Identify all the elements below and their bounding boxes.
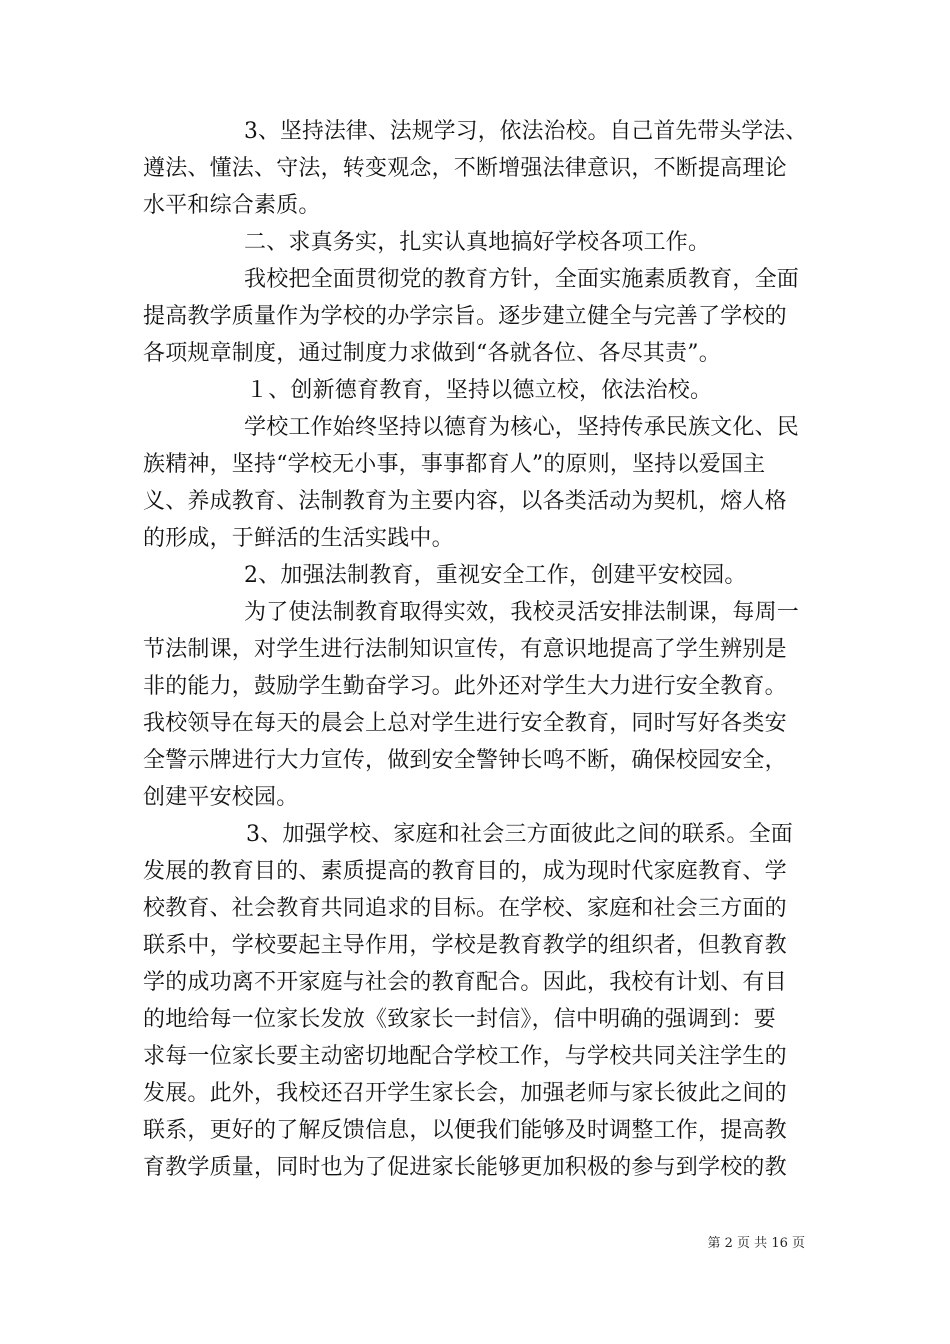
section-heading: 二、求真务实，扎实认真地搞好学校各项工作。: [244, 230, 711, 255]
text-line: 校教育、社会教育共同追求的目标。在学校、家庭和社会三方面的: [143, 896, 787, 921]
text-line: 全警示牌进行大力宣传，做到安全警钟长鸣不断，确保校园安全，: [143, 748, 787, 773]
text-line: 发展。此外，我校还召开学生家长会，加强老师与家长彼此之间的: [143, 1081, 787, 1106]
text-line: 学校工作始终坚持以德育为核心，坚持传承民族文化、民: [244, 415, 800, 440]
text-line: 求每一位家长要主动密切地配合学校工作，与学校共同关注学生的: [143, 1044, 787, 1069]
text-line: 3、坚持法律、法规学习，依法治校。自己首先带头学法、: [244, 119, 808, 144]
text-line: 非的能力，鼓励学生勤奋学习。此外还对学生大力进行安全教育。: [143, 674, 787, 699]
text-line: 遵法、懂法、守法，转变观念，不断增强法律意识，不断提高理论: [143, 156, 787, 181]
text-line: 育教学质量，同时也为了促进家长能够更加积极的参与到学校的教: [143, 1155, 787, 1180]
text-line: 提高教学质量作为学校的办学宗旨。逐步建立健全与完善了学校的: [143, 304, 787, 329]
text-line: 我校把全面贯彻党的教育方针，全面实施素质教育，全面: [244, 267, 800, 292]
text-line: 族精神，坚持“学校无小事，事事都育人”的原则，坚持以爱国主: [143, 452, 766, 477]
text-line: 水平和综合素质。: [143, 193, 321, 218]
text-line: 义、养成教育、法制教育为主要内容，以各类活动为契机，熔人格: [143, 489, 787, 514]
text-line: 学的成功离不开家庭与社会的教育配合。因此，我校有计划、有目: [143, 970, 787, 995]
text-line: 各项规章制度，通过制度力求做到“各就各位、各尽其责”。: [143, 341, 721, 366]
subsection-heading: 2、加强法制教育，重视安全工作，创建平安校园。: [244, 563, 747, 588]
text-line: 为了使法制教育取得实效，我校灵活安排法制课，每周一: [244, 600, 800, 625]
subsection-heading: 3、加强学校、家庭和社会三方面彼此之间的联系。全面: [246, 822, 793, 847]
text-line: 联系中，学校要起主导作用，学校是教育教学的组织者，但教育教: [143, 933, 787, 958]
text-line: 联系，更好的了解反馈信息，以便我们能够及时调整工作，提高教: [143, 1118, 787, 1143]
text-line: 发展的教育目的、素质提高的教育目的，成为现时代家庭教育、学: [143, 859, 787, 884]
subsection-heading: １、创新德育教育，坚持以德立校，依法治校。: [246, 378, 713, 403]
text-line: 我校领导在每天的晨会上总对学生进行安全教育，同时写好各类安: [143, 711, 787, 736]
text-line: 创建平安校园。: [143, 785, 299, 810]
page-number-footer: 第 2 页 共 16 页: [707, 1236, 805, 1251]
text-line: 的形成，于鲜活的生活实践中。: [143, 526, 454, 551]
text-line: 的地给每一位家长发放《致家长一封信》，信中明确的强调到：要: [143, 1007, 776, 1032]
text-line: 节法制课，对学生进行法制知识宣传，有意识地提高了学生辨别是: [143, 637, 787, 662]
